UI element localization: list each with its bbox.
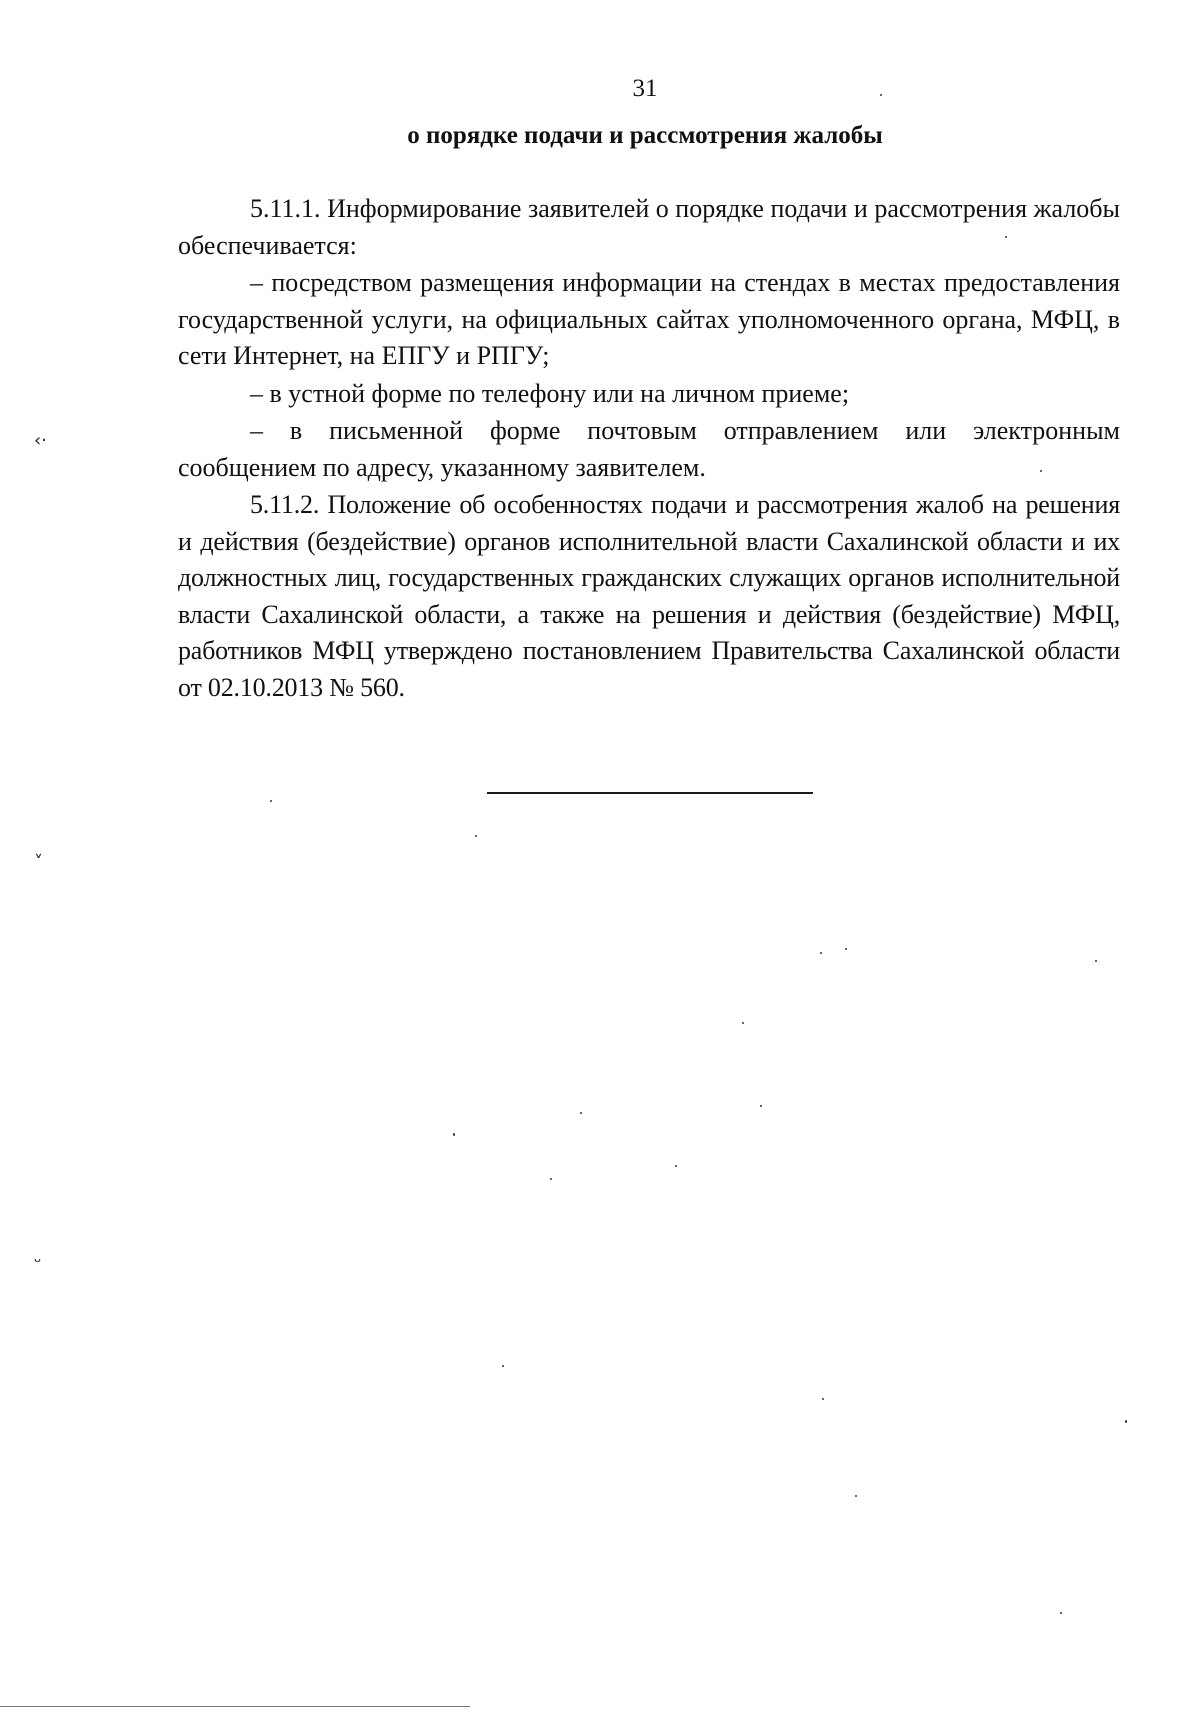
scan-speck: [760, 1105, 762, 1107]
list-item-stands: – посредством размещения информации на стендах в местах предоставления государственной услуги, на официальных сайтах уполномоченного органа, МФЦ, в сети Интернет, на ЕПГУ и РПГУ;: [178, 268, 1120, 370]
scan-bottom-edge: [0, 1706, 470, 1707]
scan-speck: [1125, 1420, 1127, 1423]
scan-speck: [1060, 1612, 1062, 1614]
scan-speck: [580, 1112, 582, 1114]
scan-speck: [822, 1398, 824, 1400]
scan-mark: ‹·: [34, 430, 47, 451]
scan-mark: ᵕ: [34, 1252, 42, 1273]
scan-speck: [880, 94, 882, 96]
scan-speck: [550, 1178, 552, 1180]
page-number: 31: [632, 75, 658, 102]
scan-speck: [820, 952, 822, 954]
scan-speck: [855, 1495, 857, 1497]
scan-speck: [270, 800, 272, 802]
scan-speck: [502, 1365, 504, 1367]
list-item-written: – в письменной форме почтовым отправлением или электронным сообщением по адресу, указанному заявителем.: [178, 416, 1120, 482]
scan-speck: [453, 1133, 455, 1136]
end-of-text-rule: [487, 792, 813, 794]
scan-speck: [1040, 470, 1042, 472]
scan-speck: [1095, 960, 1097, 962]
paragraph-5-11-2: 5.11.2. Положение об особенностях подачи и рассмотрения жалоб на решения и действия (бездействие) органов исполнительной власти Сахалинской области и их должностных лиц, государственных гражданских служащих органов исполнительной власти Сахалинской области, а также на решения и действия (бездействие) МФЦ, работников МФЦ утверждено постановлением Правительства Сахалинской области от 02.10.2013 № 560.: [178, 490, 1120, 702]
list-item-oral: – в устной форме по телефону или на личном приеме;: [250, 378, 850, 408]
scan-mark: ˅: [34, 852, 43, 873]
document-body: [178, 191, 1120, 707]
scan-speck: [1005, 236, 1007, 238]
scan-speck: [845, 948, 847, 950]
scan-speck: [475, 835, 477, 837]
scan-speck: [742, 1022, 744, 1024]
section-heading: о порядке подачи и рассмотрения жалобы: [407, 122, 883, 149]
paragraph-5-11-1: 5.11.1. Информирование заявителей о порядке подачи и рассмотрения жалобы обеспечивается:: [178, 194, 1120, 260]
scan-speck: [675, 1165, 677, 1167]
